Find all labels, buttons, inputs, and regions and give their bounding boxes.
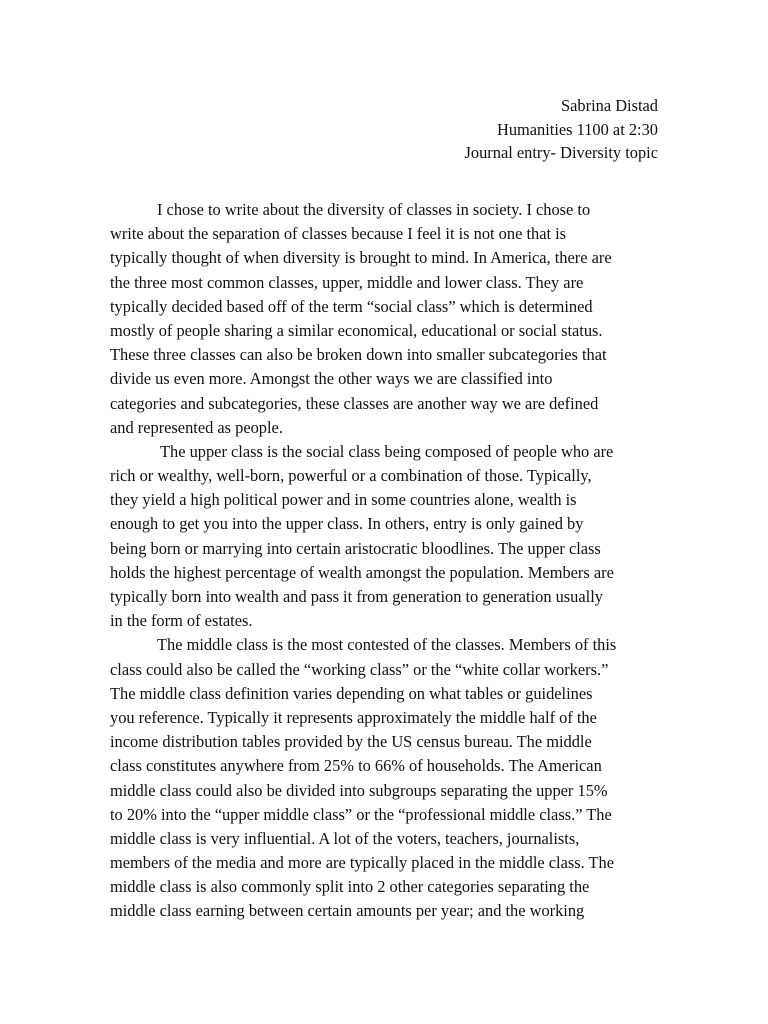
- text-line: mostly of people sharing a similar economical, educational or social status.: [110, 320, 603, 340]
- text-line: The middle class is the most contested of the classes. Members of this: [157, 635, 617, 655]
- paragraph-diversity-intro: [110, 198, 658, 440]
- text-line: rich or wealthy, well-born, powerful or a combination of those. Typically,: [110, 466, 592, 486]
- text-line: middle class is also commonly split into 2 other categories separating the: [110, 877, 590, 897]
- paragraph-middle-class: [110, 633, 658, 923]
- text-line: divide us even more. Amongst the other ways we are classified into: [110, 369, 553, 389]
- text-line: class could also be called the “working class” or the “white collar workers.”: [110, 659, 609, 679]
- text-line: typically thought of when diversity is brought to mind. In America, there are: [110, 248, 612, 268]
- document-header: [465, 94, 658, 165]
- text-line: middle class is very influential. A lot of the voters, teachers, journalists,: [110, 828, 580, 848]
- author-name: Sabrina Distad: [561, 96, 658, 115]
- text-line: holds the highest percentage of wealth amongst the population. Members are: [110, 562, 614, 582]
- text-line: These three classes can also be broken down into smaller subcategories that: [110, 345, 607, 365]
- text-line: I chose to write about the diversity of classes in society. I chose to: [157, 200, 591, 219]
- text-line: you reference. Typically it represents approximately the middle half of the: [110, 707, 597, 727]
- text-line: The middle class definition varies depending on what tables or guidelines: [110, 683, 593, 703]
- text-line: enough to get you into the upper class. In others, entry is only gained by: [110, 514, 584, 534]
- text-line: to 20% into the “upper middle class” or the “professional middle class.” The: [110, 804, 612, 824]
- paragraph-upper-class: [110, 440, 658, 634]
- text-line: being born or marrying into certain aristocratic bloodlines. The upper class: [110, 538, 601, 558]
- text-line: in the form of estates.: [110, 611, 253, 631]
- text-line: typically born into wealth and pass it from generation to generation usually: [110, 587, 603, 606]
- text-line: class constitutes anywhere from 25% to 66% of households. The American: [110, 756, 602, 776]
- text-line: middle class earning between certain amounts per year; and the working: [110, 901, 585, 921]
- text-line: the three most common classes, upper, middle and lower class. They are: [110, 272, 584, 292]
- text-line: and represented as people.: [110, 417, 283, 437]
- text-line: The upper class is the social class being composed of people who are: [160, 441, 614, 461]
- entry-title: Journal entry- Diversity topic: [464, 143, 658, 162]
- course-info: Humanities 1100 at 2:30: [496, 119, 658, 139]
- text-line: write about the separation of classes because I feel it is not one that is: [110, 224, 567, 244]
- text-line: they yield a high political power and in some countries alone, wealth is: [110, 490, 577, 510]
- text-line: categories and subcategories, these classes are another way we are defined: [110, 393, 599, 413]
- document-body: [110, 198, 658, 924]
- text-line: middle class could also be divided into subgroups separating the upper 15%: [110, 780, 608, 800]
- text-line: income distribution tables provided by the US census bureau. The middle: [110, 732, 592, 752]
- text-line: typically decided based off of the term “social class” which is determined: [110, 296, 593, 316]
- text-line: members of the media and more are typically placed in the middle class. The: [110, 853, 614, 873]
